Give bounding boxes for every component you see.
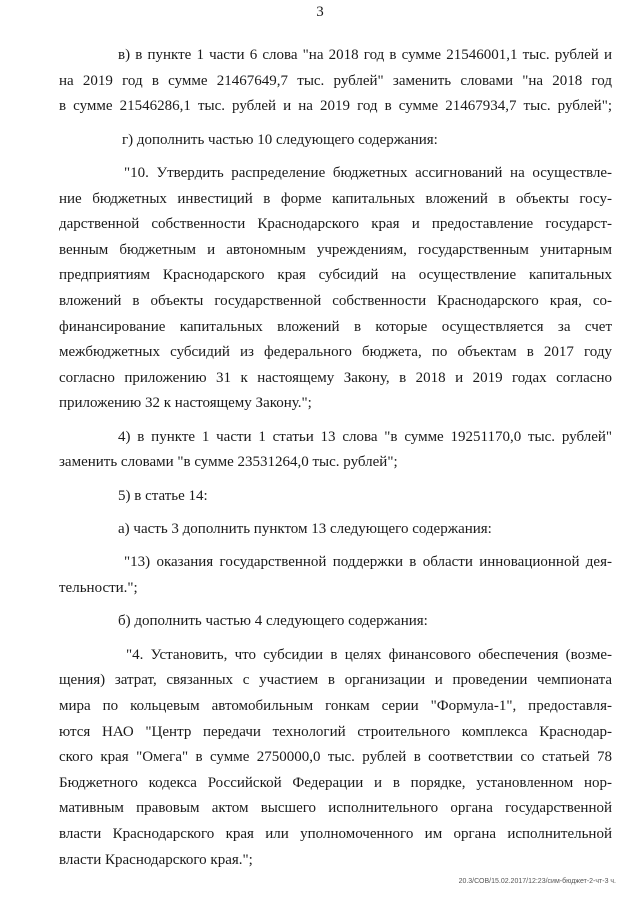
- text-line: приложению 32 к настоящему Закону.";: [59, 395, 312, 412]
- footer-file-stamp: 20.3/СОВ/15.02.2017/12:23/сим-бюджет-2-чт-3 ч.: [458, 878, 616, 885]
- text-line: мативным правовым актом высшего исполнительного органа государственной: [59, 800, 612, 817]
- text-line: финансирование капитальных вложений в которые осуществляется за счет: [59, 318, 612, 335]
- paragraph-part-4: [59, 643, 612, 873]
- paragraph-subitem-a: [88, 517, 612, 543]
- paragraph-point-13: [59, 550, 612, 601]
- paragraph-subitem-b: [88, 609, 612, 635]
- text-line: ского края "Омега" в сумме 2750000,0 тыс. рублей в соответствии со статьей 78: [59, 749, 612, 766]
- paragraph-amendment-v: [59, 43, 612, 120]
- text-line: предприятиям Краснодарского края субсидий на осуществление капитальных: [59, 267, 612, 284]
- text-line: 5) в статье 14:: [118, 487, 208, 504]
- text-line: дарственной собственности Краснодарского края и предоставление государст-: [59, 216, 612, 233]
- text-line: в) в пункте 1 части 6 слова "на 2018 год в сумме 21546001,1 тыс. рублей и: [118, 47, 612, 63]
- text-line: "4. Установить, что субсидии в целях финансового обеспечения (возме-: [126, 646, 612, 663]
- text-line: г) дополнить частью 10 следующего содержания:: [122, 131, 438, 148]
- text-line: "13) оказания государственной поддержки в области инновационной дея-: [124, 554, 612, 571]
- text-line: а) часть 3 дополнить пунктом 13 следующего содержания:: [118, 521, 492, 538]
- text-line: на 2019 год в сумме 21467649,7 тыс. рублей" заменить словами "на 2018 год: [59, 72, 612, 89]
- text-line: в сумме 21546286,1 тыс. рублей и на 2019 год в сумме 21467934,7 тыс. рублей";: [59, 98, 612, 115]
- text-line: межбюджетных субсидий из федерального бюджета, по объектам в 2017 году: [59, 344, 612, 361]
- text-line: ются НАО "Центр передачи технологий строительного комплекса Краснодар-: [59, 723, 612, 740]
- text-line: заменить словами "в сумме 23531264,0 тыс. рублей";: [59, 454, 398, 471]
- text-line: "10. Утвердить распределение бюджетных ассигнований на осуществле-: [124, 164, 612, 181]
- text-line: тельности.";: [59, 580, 138, 597]
- text-line: ние бюджетных инвестиций в форме капитальных вложений в объекты госу-: [59, 190, 612, 207]
- text-line: б) дополнить частью 4 следующего содержания:: [118, 613, 428, 630]
- paragraph-amendment-g: [88, 128, 612, 154]
- text-line: власти Краснодарского края.";: [59, 851, 253, 868]
- paragraph-item-4: [59, 425, 612, 476]
- text-line: согласно приложению 31 к настоящему Закону, в 2018 и 2019 годах согласно: [59, 369, 612, 386]
- text-line: мира по кольцевым автомобильным гонкам серии "Формула-1", предоставля-: [59, 698, 612, 715]
- text-line: власти Краснодарского края или уполномоченного им органа исполнительной: [59, 826, 612, 842]
- text-line: венным бюджетным и автономным учреждениям, государственным унитарным: [59, 241, 612, 258]
- page-number: 3: [316, 4, 324, 20]
- text-line: Бюджетного кодекса Российской Федерации и в порядке, установленном нор-: [59, 774, 612, 791]
- text-line: щения) затрат, связанных с участием в организации и проведении чемпионата: [59, 672, 612, 689]
- paragraph-part-10: [59, 161, 612, 417]
- text-line: вложений в объекты государственной собственности Краснодарского края, со-: [59, 292, 612, 309]
- text-line: 4) в пункте 1 части 1 статьи 13 слова "в сумме 19251170,0 тыс. рублей": [118, 428, 612, 445]
- document-body: [59, 43, 612, 873]
- paragraph-item-5: [88, 484, 612, 510]
